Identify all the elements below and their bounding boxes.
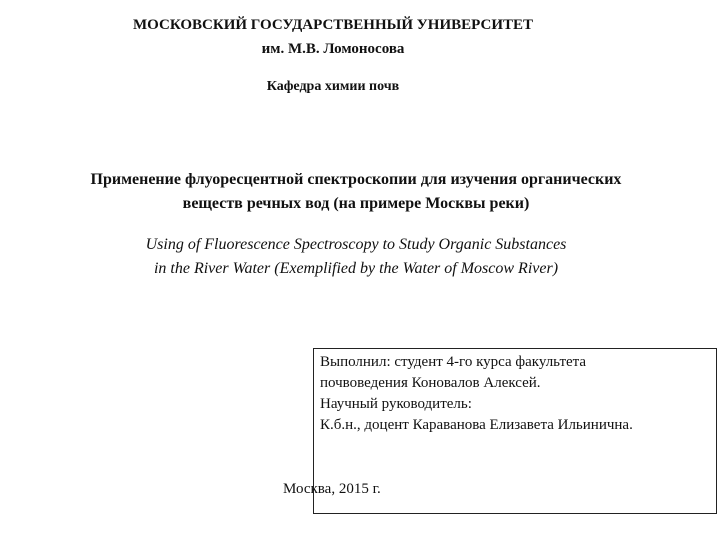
author-line-1: Выполнил: студент 4-го курса факультета: [320, 354, 587, 370]
university-honorific: им. М.В. Ломоносова: [261, 41, 405, 57]
department-name: Кафедра химии почв: [266, 79, 400, 94]
city-year: Москва, 2015 г.: [283, 481, 381, 497]
supervisor-name: К.б.н., доцент Караванова Елизавета Ильинична.: [320, 417, 633, 433]
author-line-2: почвоведения Коновалов Алексей.: [320, 375, 541, 391]
title-russian-line1: Применение флуоресцентной спектроскопии для изучения органических: [90, 171, 622, 188]
title-russian-line2: веществ речных вод (на примере Москвы реки): [182, 195, 530, 212]
university-name: МОСКОВСКИЙ ГОСУДАРСТВЕННЫЙ УНИВЕРСИТЕТ: [133, 17, 533, 33]
title-english-line1: Using of Fluorescence Spectroscopy to Study Organic Substances: [145, 236, 567, 253]
title-english-line2: in the River Water (Exemplified by the Water of Moscow River): [153, 260, 559, 277]
supervisor-label: Научный руководитель:: [320, 396, 472, 412]
